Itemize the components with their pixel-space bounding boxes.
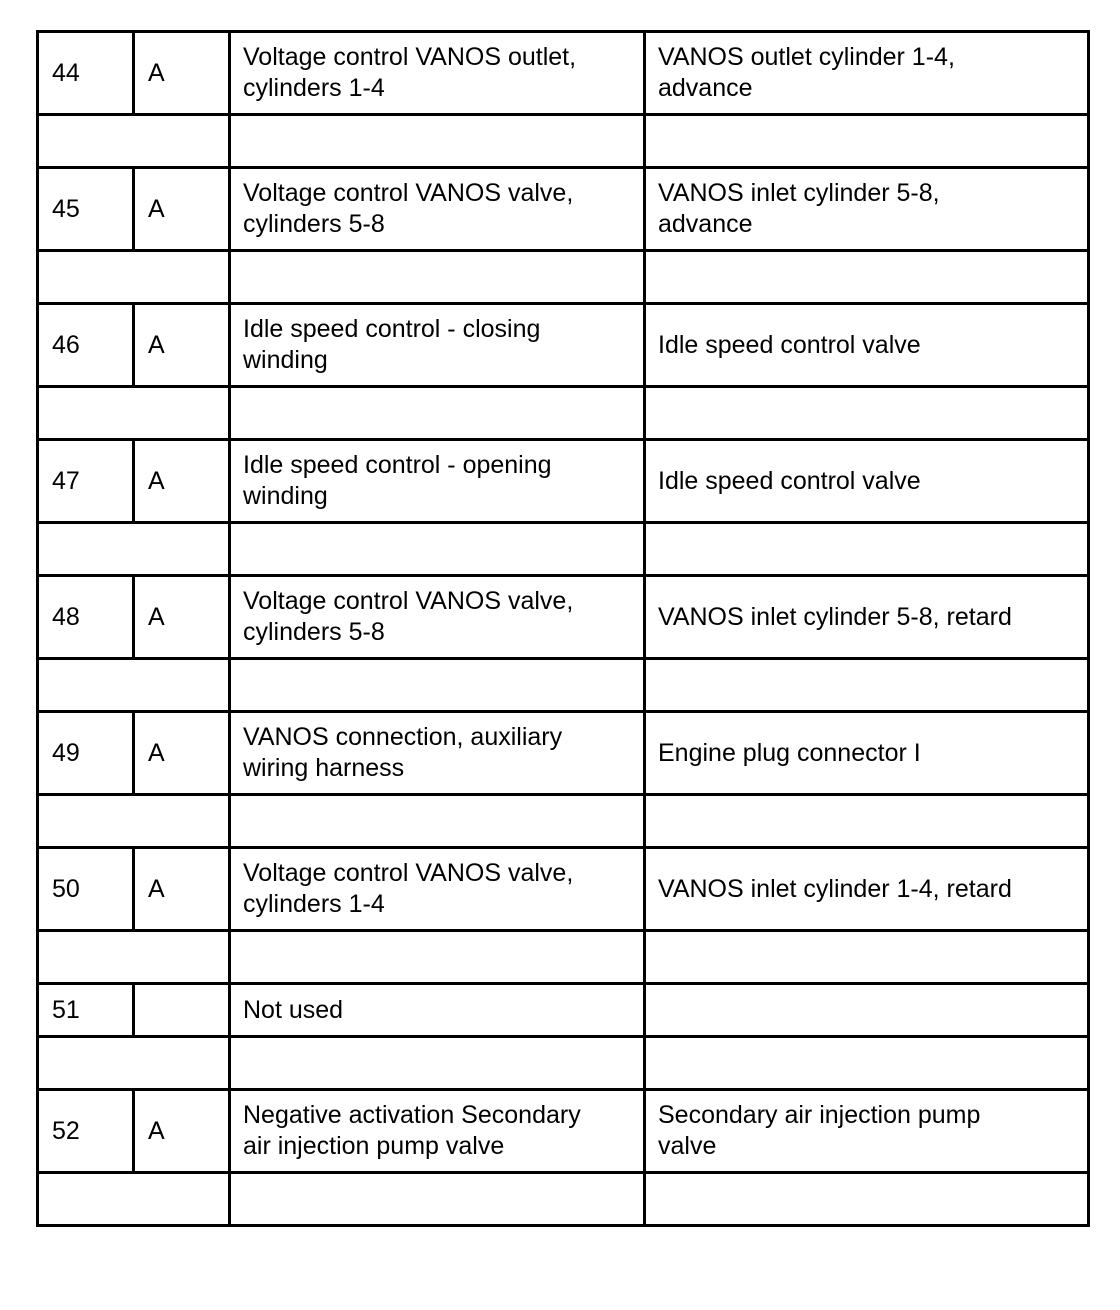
table-row [38,576,1089,659]
component-line: VANOS inlet cylinder 1-4, retard [658,874,1012,903]
empty-cell [230,1037,645,1090]
pin-table-body [38,32,1089,1226]
empty-cell [38,387,230,440]
pin-number-cell: 51 [38,984,134,1037]
function-description-line: cylinders 5-8 [243,210,385,238]
empty-cell [38,931,230,984]
empty-cell [230,1173,645,1226]
component-cell [645,848,1089,931]
signal-type-cell: A [134,576,230,659]
pin-number-cell: 48 [38,576,134,659]
function-description-cell [230,1090,645,1173]
empty-cell [230,931,645,984]
empty-cell [38,1173,230,1226]
empty-cell [645,931,1089,984]
signal-type-cell: A [134,440,230,523]
function-description-line: Voltage control VANOS outlet, [243,43,577,71]
function-description-line: Idle speed control - opening [243,451,552,479]
pin-number-cell: 44 [38,32,134,115]
component-cell [645,1090,1089,1173]
table-row [38,984,1089,1037]
empty-cell [645,1173,1089,1226]
signal-type-cell: A [134,32,230,115]
spacer-row [38,931,1089,984]
function-description-line: winding [243,346,328,374]
pin-number-cell: 47 [38,440,134,523]
function-description-line: Voltage control VANOS valve, [243,587,574,615]
component-line: Engine plug connector I [658,738,921,767]
empty-cell [38,659,230,712]
table-row [38,304,1089,387]
signal-type-cell: A [134,168,230,251]
function-description-cell [230,32,645,115]
function-description-line: wiring harness [243,754,405,782]
function-description-line: VANOS connection, auxiliary [243,723,563,751]
signal-type-cell: A [134,1090,230,1173]
empty-cell [38,523,230,576]
function-description-cell [230,576,645,659]
component-line: advance [658,74,753,102]
empty-cell [645,251,1089,304]
table-row [38,1090,1089,1173]
function-description-line: air injection pump valve [243,1132,505,1160]
table-row [38,848,1089,931]
pin-number-cell: 49 [38,712,134,795]
empty-cell [230,251,645,304]
spacer-row [38,659,1089,712]
spacer-row [38,1173,1089,1226]
empty-cell [645,523,1089,576]
component-line: advance [658,210,753,238]
pin-number-cell: 52 [38,1090,134,1173]
function-description-line: cylinders 1-4 [243,74,385,102]
empty-cell [38,1037,230,1090]
empty-cell [38,251,230,304]
spacer-row [38,1037,1089,1090]
function-description-cell [230,440,645,523]
component-line: Idle speed control valve [658,466,921,495]
table-row [38,712,1089,795]
component-line: Secondary air injection pump [658,1101,981,1129]
component-cell [645,576,1089,659]
function-description-line: Voltage control VANOS valve, [243,859,574,887]
empty-cell [645,1037,1089,1090]
pin-number-cell: 50 [38,848,134,931]
empty-cell [230,387,645,440]
function-description-cell [230,304,645,387]
spacer-row [38,523,1089,576]
function-description-line: Voltage control VANOS valve, [243,179,574,207]
component-cell [645,712,1089,795]
function-description-line: Not used [243,995,344,1024]
spacer-row [38,115,1089,168]
function-description-cell [230,712,645,795]
spacer-row [38,387,1089,440]
component-line: VANOS outlet cylinder 1-4, [658,43,955,71]
empty-cell [645,115,1089,168]
function-description-line: winding [243,482,328,510]
function-description-cell [230,984,645,1037]
component-line: VANOS inlet cylinder 5-8, retard [658,602,1012,631]
component-line: valve [658,1132,717,1160]
function-description-cell [230,848,645,931]
signal-type-cell [134,984,230,1037]
empty-cell [645,659,1089,712]
signal-type-cell: A [134,304,230,387]
component-cell [645,304,1089,387]
function-description-cell [230,168,645,251]
empty-cell [230,795,645,848]
empty-cell [38,795,230,848]
empty-cell [645,387,1089,440]
empty-cell [230,659,645,712]
table-row [38,32,1089,115]
component-cell [645,984,1089,1037]
spacer-row [38,795,1089,848]
component-line: Idle speed control valve [658,330,921,359]
pin-number-cell: 46 [38,304,134,387]
signal-type-cell: A [134,848,230,931]
empty-cell [38,115,230,168]
empty-cell [230,523,645,576]
pin-assignment-table [36,30,1090,1227]
function-description-line: cylinders 5-8 [243,618,385,646]
function-description-line: cylinders 1-4 [243,890,385,918]
signal-type-cell: A [134,712,230,795]
pin-number-cell: 45 [38,168,134,251]
table-row [38,440,1089,523]
component-cell [645,32,1089,115]
component-cell [645,440,1089,523]
component-cell [645,168,1089,251]
empty-cell [645,795,1089,848]
empty-cell [230,115,645,168]
spacer-row [38,251,1089,304]
component-line: VANOS inlet cylinder 5-8, [658,179,940,207]
function-description-line: Negative activation Secondary [243,1101,581,1129]
function-description-line: Idle speed control - closing [243,315,541,343]
table-row [38,168,1089,251]
